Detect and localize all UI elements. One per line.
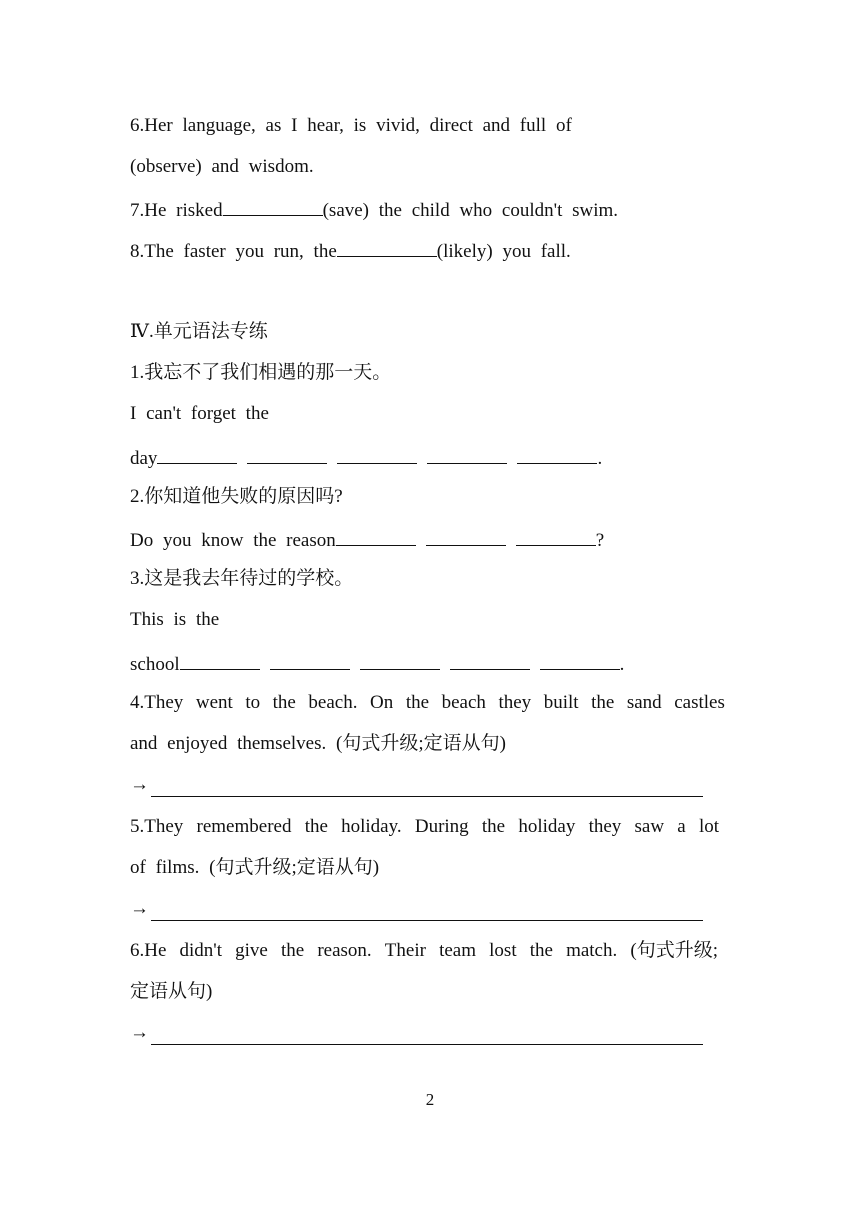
word: 6.He (130, 940, 167, 961)
question-6-line-1: 6.Her language, as I hear, is vivid, direct and full of (130, 115, 572, 136)
answer-blank[interactable] (337, 237, 437, 257)
answer-line[interactable] (151, 778, 703, 797)
question-6-line-2: (observe) and wisdom. (130, 156, 314, 177)
word: holiday (518, 816, 576, 837)
word: went (195, 692, 233, 713)
word: team (439, 940, 477, 961)
answer-blank[interactable] (180, 650, 260, 670)
word: castles (674, 692, 725, 713)
word: the (529, 940, 553, 961)
word: the (280, 940, 305, 961)
word: the (272, 692, 296, 713)
question-7 (130, 196, 618, 223)
grammar-q2-english (130, 526, 604, 553)
question-7-prefix: 7.He risked (130, 200, 223, 221)
page-number: 2 (425, 1090, 435, 1109)
word: match. (566, 940, 618, 961)
word: holiday. (341, 816, 402, 837)
word: to (245, 692, 261, 713)
grammar-q3-suffix: . (619, 654, 625, 675)
answer-blank[interactable] (337, 444, 417, 464)
arrow-icon: → (130, 1022, 149, 1043)
answer-blank[interactable] (426, 526, 506, 546)
word: they (588, 816, 622, 837)
grammar-q3-prefix: school (130, 654, 180, 675)
answer-blank[interactable] (360, 650, 440, 670)
word: remembered (196, 816, 292, 837)
grammar-q3-english-line-2 (130, 650, 624, 677)
grammar-q5-line-1 (130, 815, 719, 839)
arrow-icon: → (130, 774, 149, 795)
word: give (235, 940, 268, 961)
word: During (414, 816, 469, 837)
answer-line[interactable] (151, 1026, 703, 1045)
word: the (481, 816, 506, 837)
word: lot (698, 816, 719, 837)
arrow-icon: → (130, 898, 149, 919)
grammar-q1-english-line-1: I can't forget the (130, 403, 269, 424)
answer-blank[interactable] (450, 650, 530, 670)
answer-blank[interactable] (270, 650, 350, 670)
answer-blank[interactable] (516, 526, 596, 546)
answer-blank[interactable] (427, 444, 507, 464)
word: Their (384, 940, 426, 961)
word: they (498, 692, 532, 713)
grammar-q2-suffix: ? (595, 530, 605, 551)
question-8-suffix: (likely) you fall. (436, 241, 571, 262)
word: reason. (317, 940, 372, 961)
word: didn't (179, 940, 223, 961)
section-heading: Ⅳ.单元语法专练 (130, 321, 268, 342)
word: On (370, 692, 394, 713)
grammar-q4-line-1 (130, 691, 725, 715)
word: beach (441, 692, 486, 713)
word: (句式升级; (630, 940, 718, 961)
question-8 (130, 237, 571, 264)
answer-blank[interactable] (336, 526, 416, 546)
word: a (677, 816, 686, 837)
word: the (304, 816, 328, 837)
grammar-q1-english-line-2 (130, 444, 602, 471)
grammar-q5-answer (130, 897, 703, 921)
grammar-q2-prefix: Do you know the reason (130, 530, 336, 551)
grammar-q1-chinese: 1.我忘不了我们相遇的那一天。 (130, 362, 392, 383)
word: the (591, 692, 615, 713)
word: lost (489, 940, 517, 961)
grammar-q4-line-2: and enjoyed themselves. (句式升级;定语从句) (130, 733, 506, 754)
grammar-q6-line-2: 定语从句) (130, 981, 213, 1002)
word: the (405, 692, 430, 713)
word: beach. (308, 692, 358, 713)
answer-line[interactable] (151, 902, 703, 921)
grammar-q4-answer (130, 773, 703, 797)
word: 4.They (130, 692, 184, 713)
answer-blank[interactable] (540, 650, 620, 670)
grammar-q6-line-1 (130, 939, 718, 963)
grammar-q3-english-line-1: This is the (130, 609, 220, 630)
answer-blank[interactable] (517, 444, 597, 464)
grammar-q1-suffix: . (597, 448, 603, 469)
grammar-q5-line-2: of films. (句式升级;定语从句) (130, 857, 380, 878)
grammar-q3-chinese: 3.这是我去年待过的学校。 (130, 568, 354, 589)
answer-blank[interactable] (223, 196, 323, 216)
word: 5.They (130, 816, 184, 837)
grammar-q6-answer (130, 1021, 703, 1045)
word: sand (626, 692, 662, 713)
word: saw (634, 816, 665, 837)
grammar-q1-prefix: day (130, 448, 158, 469)
question-8-prefix: 8.The faster you run, the (130, 241, 337, 262)
word: built (543, 692, 579, 713)
grammar-q2-chinese: 2.你知道他失败的原因吗? (130, 486, 343, 507)
answer-blank[interactable] (247, 444, 327, 464)
answer-blank[interactable] (157, 444, 237, 464)
question-7-suffix: (save) the child who couldn't swim. (322, 200, 619, 221)
